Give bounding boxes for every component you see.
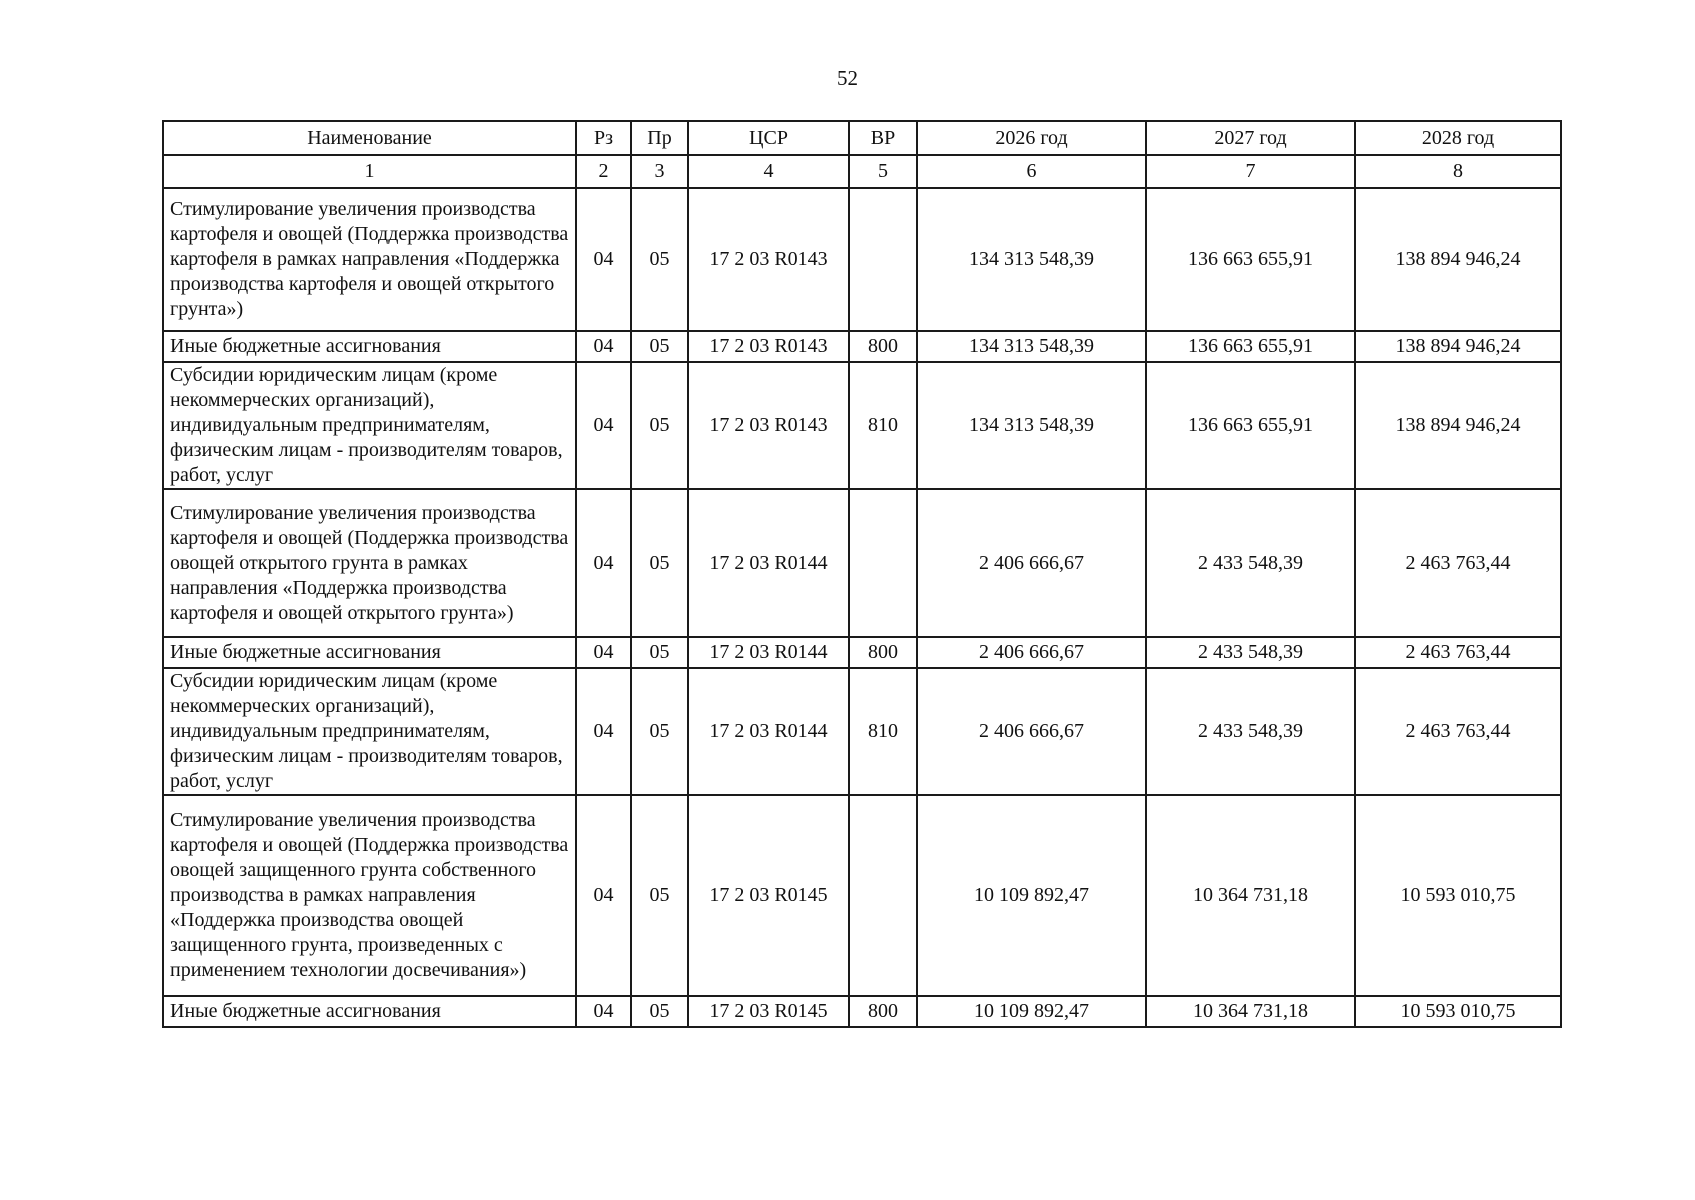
- row-name: Стимулирование увеличения производства картофеля и овощей (Поддержка производства овощей защищенного грунта собственного производства в рамках направления «Поддержка производства овощей защищенного грунта, произведенных с применением технологии досвечивания»): [163, 795, 576, 996]
- header-vr: ВР: [849, 121, 917, 155]
- row-vr: 800: [849, 331, 917, 362]
- row-pr: 05: [631, 489, 688, 637]
- row-csr: 17 2 03 R0145: [688, 795, 849, 996]
- row-rz: 04: [576, 795, 631, 996]
- row-2028: 138 894 946,24: [1355, 331, 1561, 362]
- row-2026: 10 109 892,47: [917, 795, 1146, 996]
- row-csr: 17 2 03 R0145: [688, 996, 849, 1027]
- row-2028: 2 463 763,44: [1355, 668, 1561, 795]
- row-pr: 05: [631, 637, 688, 668]
- row-2026: 2 406 666,67: [917, 489, 1146, 637]
- row-csr: 17 2 03 R0143: [688, 331, 849, 362]
- column-number: 1: [163, 155, 576, 188]
- column-number: 4: [688, 155, 849, 188]
- row-rz: 04: [576, 331, 631, 362]
- row-name: Иные бюджетные ассигнования: [163, 996, 576, 1027]
- page-number: 52: [837, 66, 858, 90]
- table-row: [163, 362, 1561, 489]
- row-name: Стимулирование увеличения производства картофеля и овощей (Поддержка производства картофеля в рамках направления «Поддержка производства картофеля и овощей открытого грунта»): [163, 188, 576, 331]
- row-rz: 04: [576, 362, 631, 489]
- row-2028: 10 593 010,75: [1355, 795, 1561, 996]
- row-rz: 04: [576, 668, 631, 795]
- row-2026: 2 406 666,67: [917, 637, 1146, 668]
- row-rz: 04: [576, 489, 631, 637]
- row-vr: 810: [849, 668, 917, 795]
- row-rz: 04: [576, 996, 631, 1027]
- row-rz: 04: [576, 637, 631, 668]
- header-2027: 2027 год: [1146, 121, 1355, 155]
- column-number: 8: [1355, 155, 1561, 188]
- row-name: Субсидии юридическим лицам (кроме некоммерческих организаций), индивидуальным предпринимателям, физическим лицам - производителям товаров, работ, услуг: [163, 362, 576, 489]
- table-row: [163, 489, 1561, 637]
- column-number-row: [163, 155, 1561, 188]
- row-pr: 05: [631, 668, 688, 795]
- row-2028: 2 463 763,44: [1355, 637, 1561, 668]
- row-pr: 05: [631, 362, 688, 489]
- row-2027: 136 663 655,91: [1146, 362, 1355, 489]
- row-vr: 810: [849, 362, 917, 489]
- row-vr: 800: [849, 637, 917, 668]
- budget-table: [162, 120, 1562, 1028]
- row-2027: 2 433 548,39: [1146, 489, 1355, 637]
- row-2028: 138 894 946,24: [1355, 362, 1561, 489]
- row-csr: 17 2 03 R0144: [688, 637, 849, 668]
- row-csr: 17 2 03 R0144: [688, 668, 849, 795]
- table-row: [163, 331, 1561, 362]
- row-2026: 10 109 892,47: [917, 996, 1146, 1027]
- row-pr: 05: [631, 996, 688, 1027]
- row-2027: 136 663 655,91: [1146, 188, 1355, 331]
- row-2027: 2 433 548,39: [1146, 637, 1355, 668]
- row-vr: [849, 795, 917, 996]
- row-pr: 05: [631, 795, 688, 996]
- row-2026: 2 406 666,67: [917, 668, 1146, 795]
- row-vr: [849, 489, 917, 637]
- row-2027: 136 663 655,91: [1146, 331, 1355, 362]
- row-2026: 134 313 548,39: [917, 331, 1146, 362]
- table-row: [163, 637, 1561, 668]
- header-pr: Пр: [631, 121, 688, 155]
- row-rz: 04: [576, 188, 631, 331]
- row-2028: 10 593 010,75: [1355, 996, 1561, 1027]
- table-row: [163, 795, 1561, 996]
- header-2028: 2028 год: [1355, 121, 1561, 155]
- row-pr: 05: [631, 188, 688, 331]
- row-csr: 17 2 03 R0143: [688, 362, 849, 489]
- row-2028: 2 463 763,44: [1355, 489, 1561, 637]
- row-2027: 10 364 731,18: [1146, 996, 1355, 1027]
- column-number: 2: [576, 155, 631, 188]
- table-row: [163, 668, 1561, 795]
- header-rz: Рз: [576, 121, 631, 155]
- row-2027: 10 364 731,18: [1146, 795, 1355, 996]
- row-2026: 134 313 548,39: [917, 362, 1146, 489]
- row-name: Иные бюджетные ассигнования: [163, 331, 576, 362]
- header-csr: ЦСР: [688, 121, 849, 155]
- column-number: 5: [849, 155, 917, 188]
- row-csr: 17 2 03 R0143: [688, 188, 849, 331]
- header-row: [163, 121, 1561, 155]
- header-2026: 2026 год: [917, 121, 1146, 155]
- row-vr: 800: [849, 996, 917, 1027]
- row-vr: [849, 188, 917, 331]
- column-number: 6: [917, 155, 1146, 188]
- column-number: 3: [631, 155, 688, 188]
- header-name: Наименование: [163, 121, 576, 155]
- row-csr: 17 2 03 R0144: [688, 489, 849, 637]
- table-row: [163, 188, 1561, 331]
- row-name: Иные бюджетные ассигнования: [163, 637, 576, 668]
- row-name: Стимулирование увеличения производства картофеля и овощей (Поддержка производства овощей открытого грунта в рамках направления «Поддержка производства картофеля и овощей открытого грунта»): [163, 489, 576, 637]
- row-pr: 05: [631, 331, 688, 362]
- column-number: 7: [1146, 155, 1355, 188]
- row-2028: 138 894 946,24: [1355, 188, 1561, 331]
- row-name: Субсидии юридическим лицам (кроме некоммерческих организаций), индивидуальным предпринимателям, физическим лицам - производителям товаров, работ, услуг: [163, 668, 576, 795]
- row-2027: 2 433 548,39: [1146, 668, 1355, 795]
- table-row: [163, 996, 1561, 1027]
- row-2026: 134 313 548,39: [917, 188, 1146, 331]
